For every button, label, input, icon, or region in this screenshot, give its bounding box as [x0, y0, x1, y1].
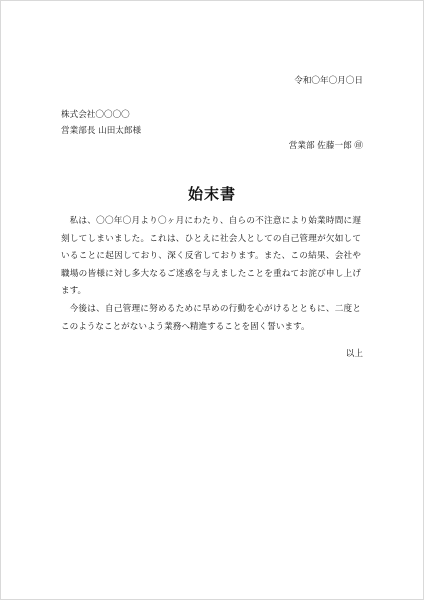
document-date: 令和〇年〇月〇日 [294, 76, 363, 86]
document-title: 始末書 [187, 185, 236, 203]
recipient-company: 株式会社〇〇〇〇 [61, 110, 130, 120]
document-body [61, 213, 361, 336]
recipient-name: 営業部長 山田太郎様 [61, 126, 142, 136]
body-paragraph: 私は、〇〇年〇月より〇ヶ月にわたり、自らの不注意により始業時間に遅刻してしまいました。これは、ひとえに社会人としての自己管理が欠如していることに起因しており、深く反省しております。また、この結果、会社や職場の皆様に対し多大なるご迷惑を与えましたことを重ねてお詫び申し上げます。 [61, 216, 361, 297]
sender-signature: 営業部 佐藤一郎 ㊞ [288, 141, 363, 151]
body-paragraph: 今後は、自己管理に努めるために早めの行動を心がけるとともに、二度とこのようなことがないよう業務へ精進することを固く誓います。 [61, 303, 361, 332]
closing-remark: 以上 [345, 349, 363, 359]
